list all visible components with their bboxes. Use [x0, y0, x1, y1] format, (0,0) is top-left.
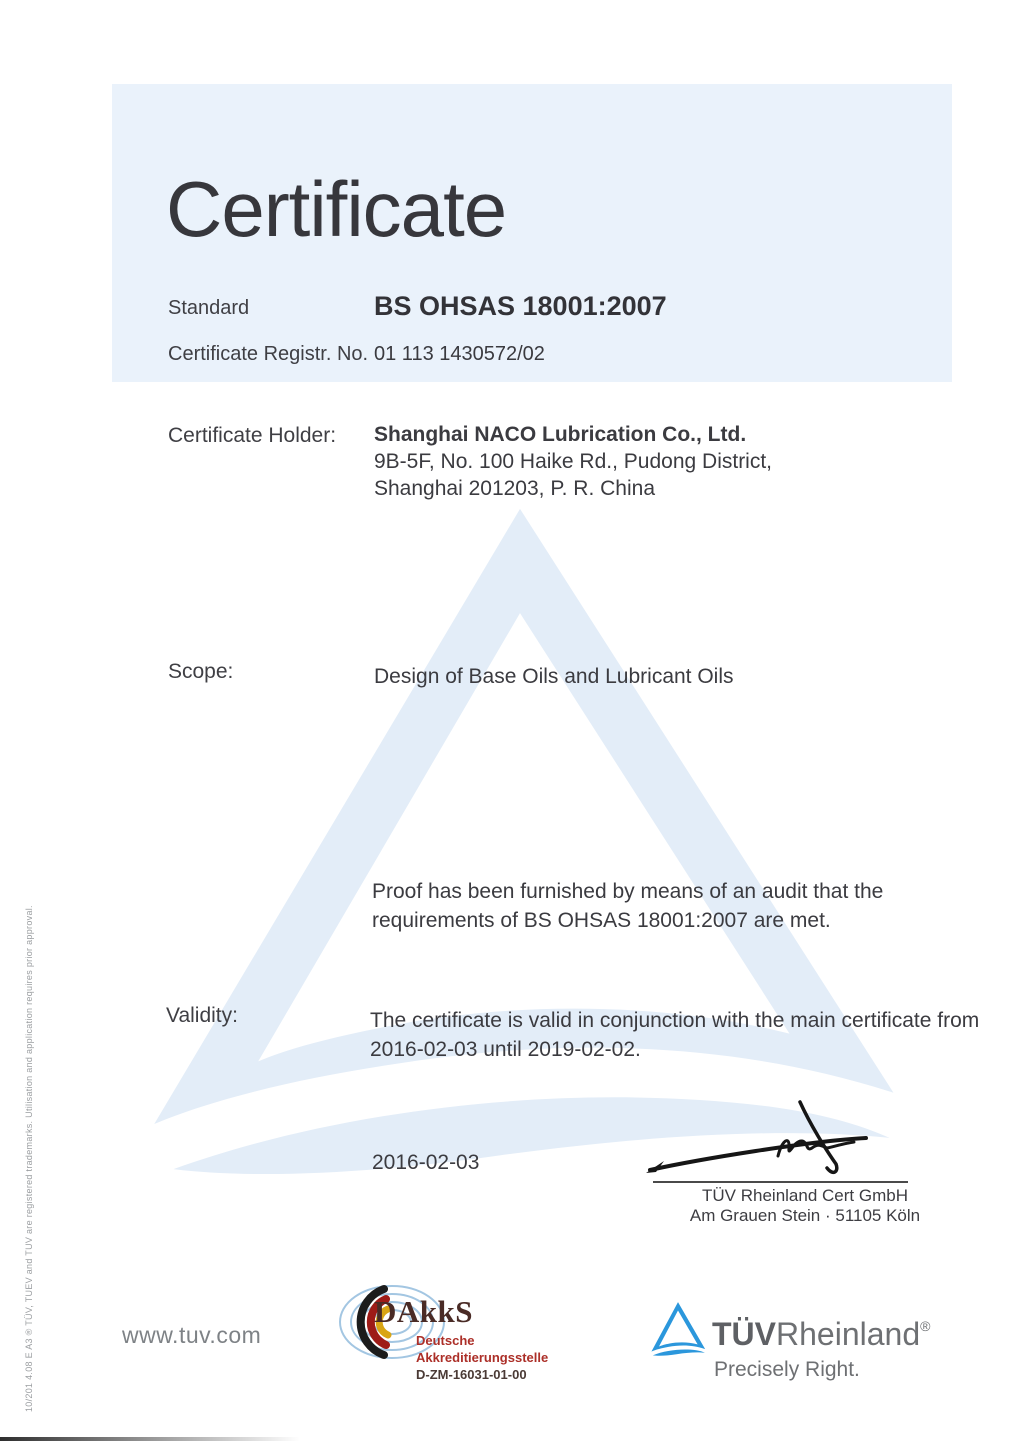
- holder-address-line1: 9B-5F, No. 100 Haike Rd., Pudong District,: [374, 450, 773, 473]
- tuv-triangle-watermark-icon: [135, 495, 905, 1190]
- registered-trademark-symbol: ®: [920, 1318, 931, 1334]
- registr-no-value: 01 113 1430572/02: [374, 343, 545, 365]
- holder-label: Certificate Holder:: [168, 424, 337, 447]
- proof-statement-line1: Proof has been furnished by means of an audit that the: [372, 880, 884, 903]
- tuv-brand-text: [712, 1316, 930, 1353]
- page-title: Certificate: [166, 165, 507, 253]
- signer-address: Am Grauen Stein · 51105 Köln: [689, 1206, 921, 1225]
- validity-line1: The certificate is valid in conjunction with the main certificate from: [370, 1009, 980, 1032]
- validity-line2: 2016-02-03 until 2019-02-02.: [370, 1038, 641, 1061]
- proof-statement-line2: requirements of BS OHSAS 18001:2007 are met.: [372, 909, 831, 932]
- scope-label: Scope:: [168, 660, 234, 683]
- standard-label: Standard: [168, 297, 250, 319]
- signer-organization: TÜV Rheinland Cert GmbH: [702, 1186, 908, 1205]
- tuv-rheinland-triangle-icon: [650, 1298, 706, 1360]
- holder-address-line2: Shanghai 201203, P. R. China: [374, 477, 655, 500]
- standard-value: BS OHSAS 18001:2007: [374, 291, 667, 321]
- side-legal-note: 10/201 4.08 E A3 ® TÜV, TUEV and TUV are registered trademarks. Utilisation and application requires prior approval.: [24, 905, 34, 1412]
- tuv-website-url: www.tuv.com: [122, 1322, 262, 1348]
- dakks-registration-number: D-ZM-16031-01-00: [416, 1367, 527, 1382]
- scan-artifact-line: [0, 1437, 300, 1441]
- registr-no-label: Certificate Registr. No.: [168, 343, 369, 365]
- handwritten-signature: [640, 1088, 925, 1183]
- holder-name: Shanghai NACO Lubrication Co., Ltd.: [374, 423, 747, 446]
- validity-label: Validity:: [166, 1004, 238, 1027]
- scope-value: Design of Base Oils and Lubricant Oils: [374, 665, 734, 688]
- tuv-brand-bold: TÜV: [712, 1316, 776, 1352]
- signature-line: [653, 1181, 908, 1183]
- tuv-rheinland-logo: [650, 1296, 980, 1406]
- tuv-brand-regular: Rheinland: [776, 1316, 921, 1352]
- tuv-tagline: Precisely Right.: [714, 1358, 860, 1381]
- dakks-line2: Akkreditierungsstelle: [416, 1350, 549, 1365]
- dakks-accreditation-logo: [336, 1282, 549, 1392]
- dakks-line1: Deutsche: [416, 1333, 475, 1348]
- dakks-wordmark: DAkkS: [374, 1294, 473, 1329]
- issue-date: 2016-02-03: [372, 1151, 480, 1174]
